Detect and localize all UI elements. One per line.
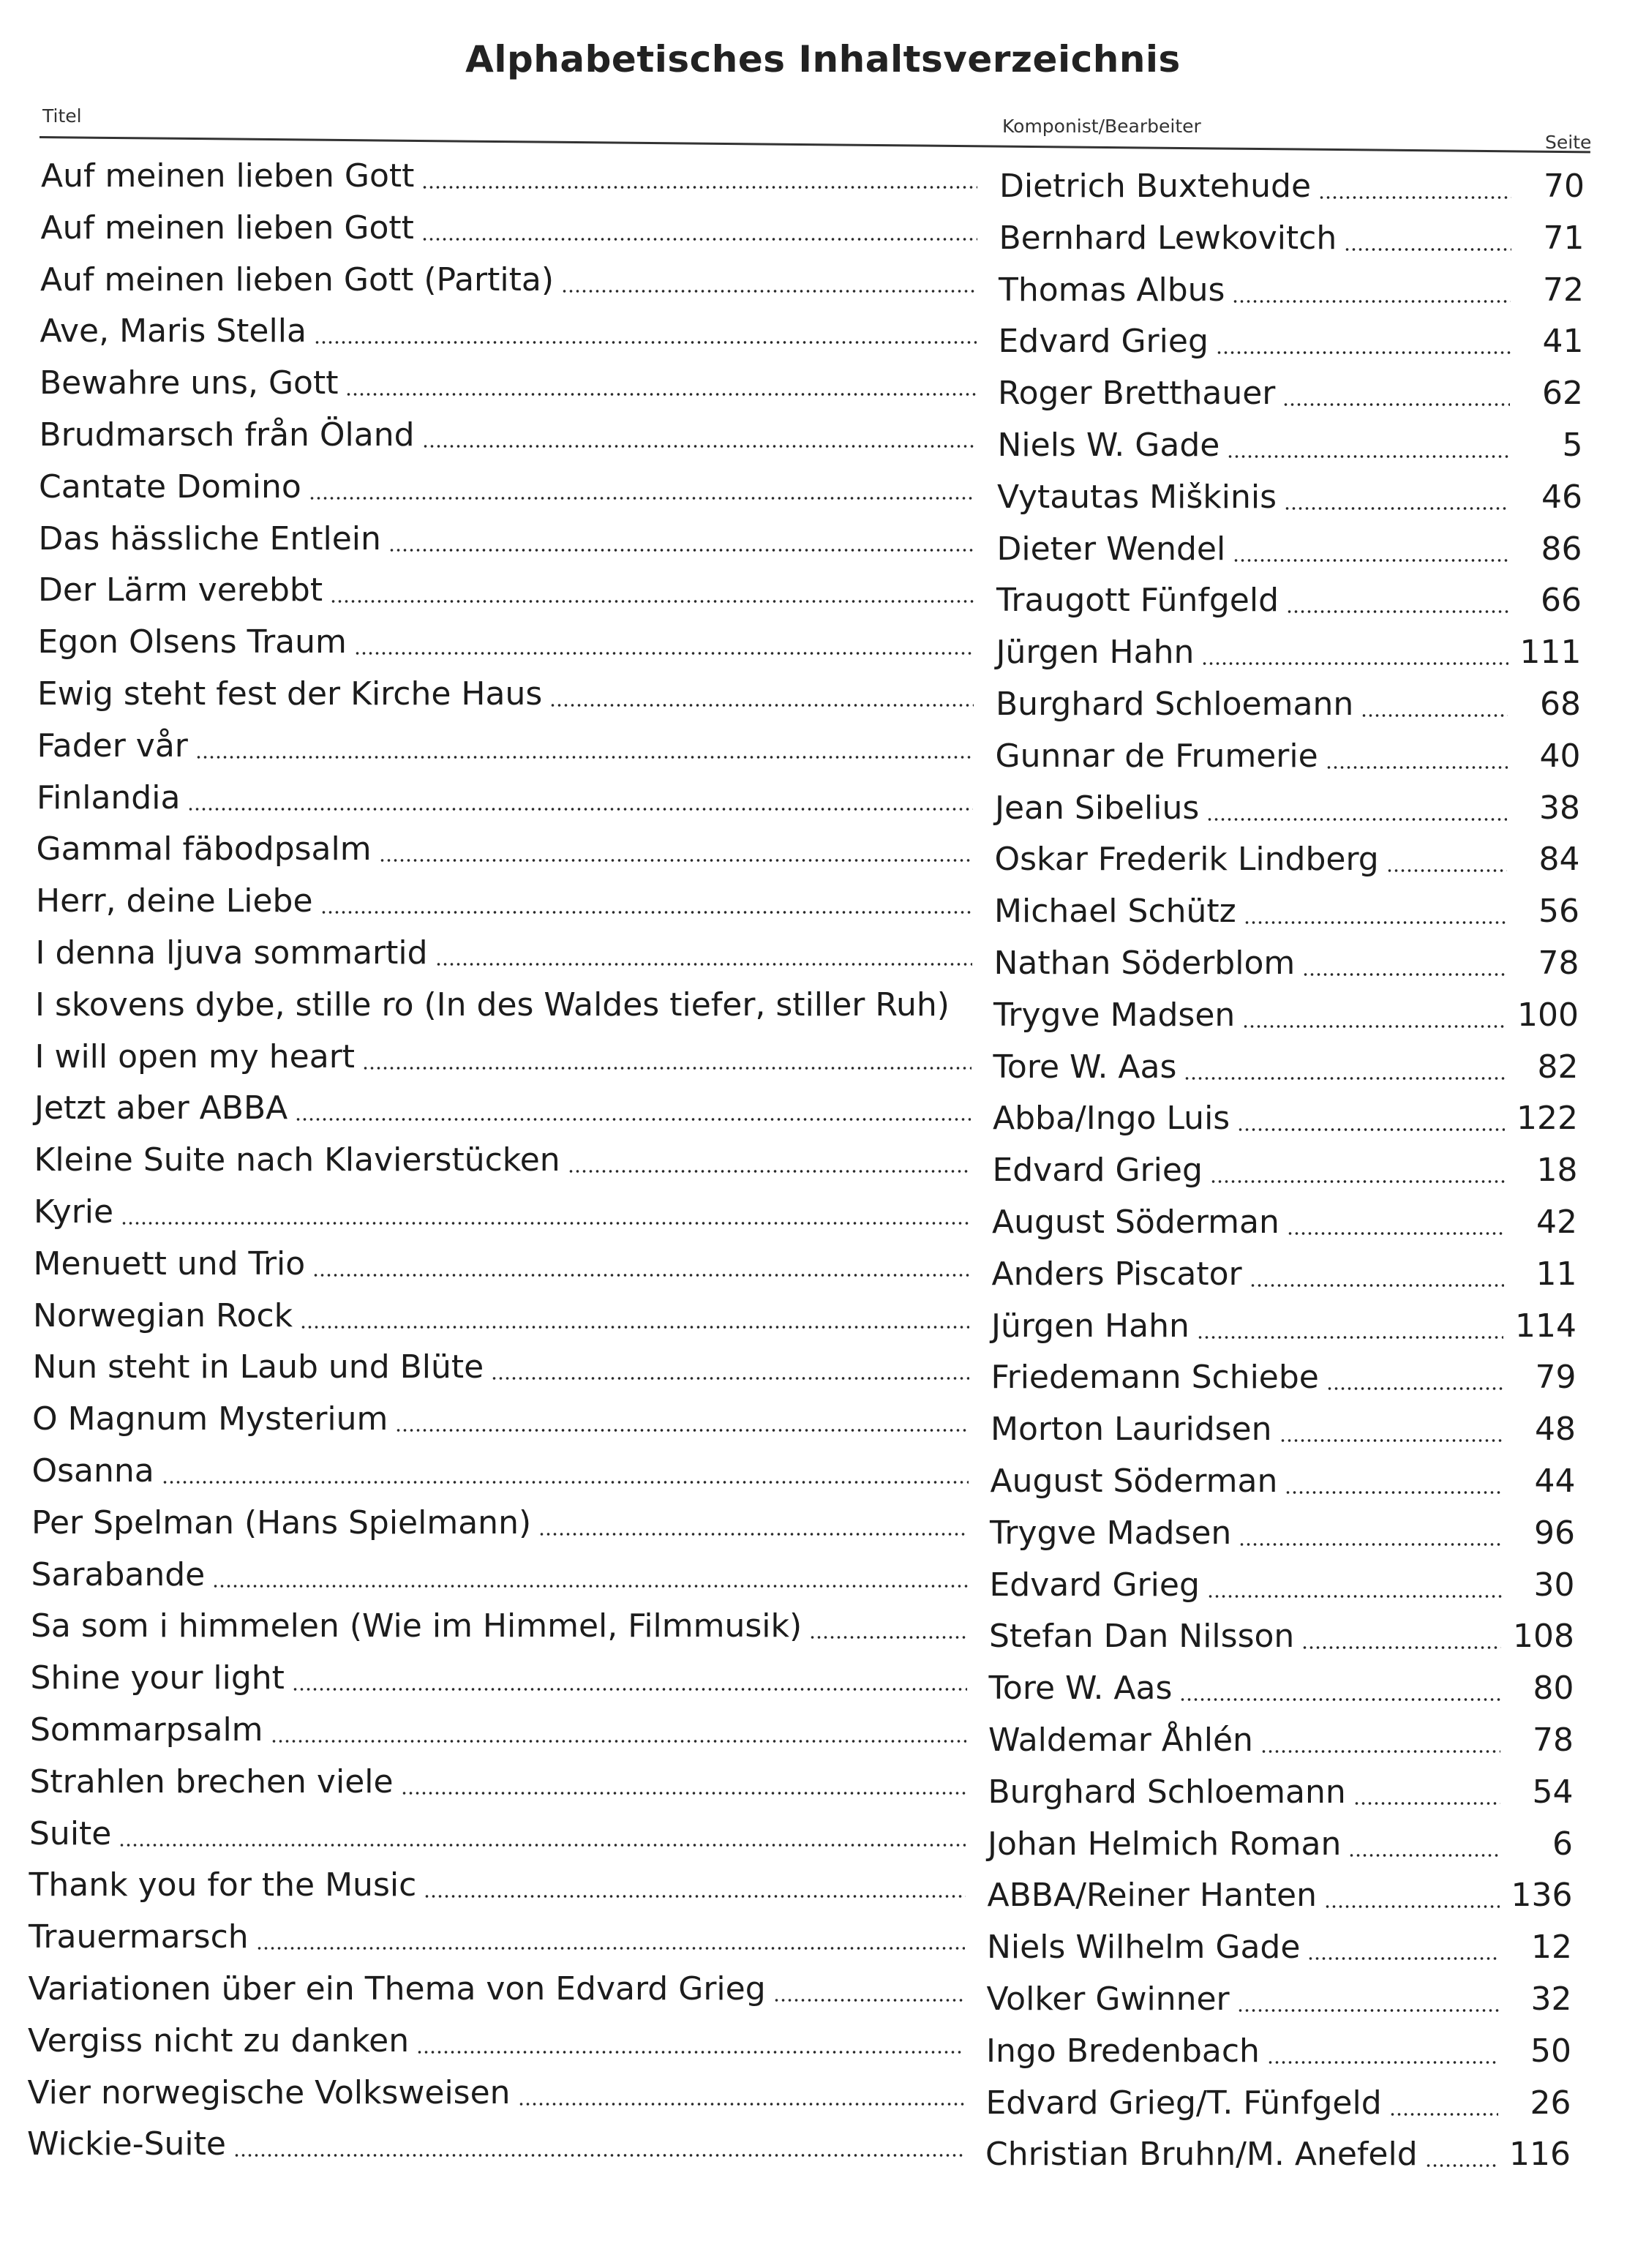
entry-title-column — [37, 669, 981, 720]
entry-title: Sarabande — [31, 1555, 206, 1593]
entry-title-column — [29, 1964, 972, 2015]
dot-leader — [491, 1342, 969, 1393]
entry-page-number: 48 — [1535, 1411, 1576, 1449]
entry-title-column — [41, 151, 985, 202]
entry-page-number: 42 — [1536, 1204, 1577, 1241]
index-entry — [27, 2068, 1586, 2122]
entry-page-number: 71 — [1543, 219, 1585, 257]
entry-composer: Waldemar Åhlén — [988, 1721, 1253, 1759]
index-entry — [29, 1860, 1587, 1915]
dot-leader — [309, 462, 975, 513]
dot-leader — [435, 928, 972, 979]
dot-leader — [212, 1550, 967, 1601]
entry-title: Strahlen brechen viele — [29, 1762, 394, 1800]
entry-composer: Jürgen Hahn — [991, 1307, 1190, 1345]
index-entry — [35, 980, 1593, 1034]
entry-composer: Ingo Bredenbach — [986, 2032, 1260, 2070]
index-entry — [34, 1135, 1593, 1190]
entry-page-number: 82 — [1537, 1048, 1579, 1086]
entry-page-number: 86 — [1541, 530, 1582, 568]
dot-leader — [312, 1239, 969, 1290]
index-entry — [27, 2119, 1585, 2174]
entry-title: Shine your light — [30, 1659, 285, 1697]
entry-page-number: 122 — [1517, 1100, 1578, 1138]
entry-title-column — [33, 1291, 977, 1342]
entry-page-number: 54 — [1532, 1773, 1574, 1811]
dot-leader — [295, 1083, 971, 1134]
entry-page-number: 12 — [1531, 1929, 1572, 1967]
entry-composer-column — [985, 2129, 1571, 2180]
entry-page-number: 26 — [1530, 2084, 1571, 2122]
entry-composer: Abba/Ingo Luis — [993, 1100, 1230, 1138]
dot-leader — [271, 1705, 966, 1756]
entry-composer: Niels Wilhelm Gade — [987, 1929, 1301, 1967]
index-entry — [32, 1342, 1591, 1397]
index-entry — [29, 1912, 1587, 1967]
entry-title-column — [34, 1187, 977, 1238]
entry-title-column — [35, 980, 979, 1031]
entry-title-column — [37, 773, 980, 824]
dot-leader — [1425, 2129, 1497, 2180]
entry-title: Sommarpsalm — [30, 1711, 263, 1749]
entry-page-number: 44 — [1534, 1462, 1576, 1500]
entry-composer: Edvard Grieg — [998, 323, 1209, 361]
entry-title: Gammal fäbodpsalm — [36, 830, 372, 868]
dot-leader — [388, 514, 975, 565]
dot-leader — [256, 1912, 965, 1963]
index-entry — [31, 1446, 1590, 1500]
entry-title-column — [38, 565, 982, 616]
entry-page-number: 108 — [1513, 1618, 1574, 1656]
dot-leader — [422, 410, 976, 461]
entry-composer: Edvard Grieg/T. Fünfgeld — [985, 2084, 1382, 2122]
index-entry — [39, 462, 1597, 516]
column-header-title: Titel — [42, 105, 82, 127]
entry-title-column — [32, 1446, 976, 1497]
entry-title: Ave, Maris Stella — [40, 312, 307, 350]
column-header-composer: Komponist/Bearbeiter — [1002, 116, 1201, 137]
entry-composer: Gunnar de Frumerie — [995, 737, 1318, 775]
entry-page-number: 84 — [1538, 841, 1580, 879]
entry-title: Brudmarsch från Öland — [39, 416, 415, 454]
dot-leader — [401, 1757, 966, 1808]
entry-title: Per Spelman (Hans Spielmann) — [31, 1503, 532, 1542]
index-entry — [34, 1032, 1593, 1086]
entry-title-column — [33, 1342, 977, 1393]
entry-title-column — [40, 306, 984, 357]
entry-composer: Traugott Fünfgeld — [996, 582, 1279, 620]
index-entry — [38, 565, 1596, 620]
entry-title-column — [32, 1394, 976, 1445]
entry-title: Wickie-Suite — [27, 2125, 226, 2163]
entry-composer: Christian Bruhn/M. Anefeld — [985, 2136, 1418, 2174]
entry-composer: Vytautas Miškinis — [997, 478, 1277, 516]
entry-title-column — [38, 617, 982, 668]
entry-page-number: 6 — [1552, 1825, 1573, 1863]
entry-title: Egon Olsens Traum — [37, 623, 347, 661]
entry-page-number: 66 — [1541, 582, 1582, 620]
entry-composer: Bernhard Lewkovitch — [999, 219, 1337, 257]
index-entry — [41, 151, 1599, 205]
dot-leader — [538, 1498, 968, 1549]
entry-composer: Trygve Madsen — [993, 996, 1236, 1034]
entry-title-column — [27, 2119, 971, 2170]
entry-title-column — [34, 1135, 978, 1186]
entry-composer: Dieter Wendel — [996, 530, 1226, 568]
dot-leader — [379, 824, 973, 875]
dot-leader — [809, 1601, 967, 1652]
entry-title-column — [41, 203, 985, 254]
dot-leader — [773, 1964, 965, 2015]
entry-title-column — [34, 1083, 978, 1134]
entry-composer: Jürgen Hahn — [996, 634, 1195, 672]
entry-page-number: 136 — [1511, 1877, 1573, 1915]
entry-composer: Niels W. Gade — [997, 427, 1220, 464]
entry-page-number: 46 — [1541, 478, 1582, 516]
entry-title-column — [29, 1912, 972, 1963]
index-entry — [30, 1653, 1589, 1708]
index-entry — [37, 773, 1595, 827]
index-entry — [33, 1239, 1592, 1293]
entry-page-number: 56 — [1538, 893, 1579, 931]
dot-leader — [354, 617, 974, 668]
index-entry — [38, 514, 1597, 568]
dot-leader — [119, 1809, 966, 1860]
entry-title-column — [40, 255, 984, 306]
entry-title: Herr, deine Liebe — [36, 882, 313, 920]
entry-composer: Dietrich Buxtehude — [999, 168, 1312, 205]
entry-page-number: 114 — [1515, 1307, 1577, 1345]
entry-title: Finlandia — [37, 778, 181, 816]
index-entry — [31, 1498, 1590, 1552]
entry-title: I will open my heart — [34, 1037, 356, 1075]
entry-composer: Johan Helmich Roman — [988, 1825, 1342, 1863]
dot-leader — [300, 1291, 969, 1342]
entry-title-column — [31, 1653, 974, 1704]
entry-page-number: 5 — [1562, 427, 1583, 464]
entry-composer: August Söderman — [990, 1462, 1278, 1500]
entry-composer: ABBA/Reiner Hanten — [987, 1877, 1317, 1915]
entry-title: Bewahre uns, Gott — [40, 364, 339, 402]
entry-title-column — [36, 928, 980, 979]
entry-page-number: 30 — [1533, 1566, 1575, 1604]
dot-leader — [345, 358, 976, 409]
entry-composer: August Söderman — [992, 1204, 1279, 1241]
entry-title-column — [37, 721, 981, 772]
dot-leader — [549, 669, 974, 720]
entry-page-number: 72 — [1543, 271, 1584, 309]
index-entry — [32, 1394, 1590, 1449]
entry-composer: Michael Schütz — [994, 893, 1236, 931]
entry-composer: Edvard Grieg — [989, 1566, 1200, 1604]
entry-page-number: 62 — [1542, 375, 1583, 413]
entry-composer: Edvard Grieg — [992, 1152, 1203, 1190]
dot-leader — [233, 2119, 963, 2170]
entry-title: I denna ljuva sommartid — [35, 934, 428, 972]
entry-page-number: 41 — [1542, 323, 1584, 361]
entry-page-number: 100 — [1517, 996, 1579, 1034]
entry-title: Vergiss nicht zu danken — [28, 2021, 410, 2059]
dot-leader — [195, 721, 974, 772]
index-entry — [29, 1809, 1587, 1863]
entry-composer: Nathan Söderblom — [993, 945, 1296, 982]
index-entry — [34, 1187, 1592, 1241]
entry-composer: Tore W. Aas — [988, 1670, 1173, 1708]
entry-composer: Anders Piscator — [991, 1255, 1242, 1293]
entry-title: Kyrie — [34, 1193, 114, 1231]
entry-title: Auf meinen lieben Gott — [41, 157, 415, 195]
dot-leader — [518, 2068, 964, 2119]
entry-page-number: 32 — [1530, 1980, 1572, 2018]
index-entry — [31, 1550, 1590, 1604]
entry-title: Variationen über ein Thema von Edvard Grieg — [28, 1970, 766, 2008]
entry-title: Suite — [29, 1814, 112, 1852]
entry-title: Menuett und Trio — [33, 1244, 306, 1283]
entry-title: Trauermarsch — [29, 1918, 249, 1956]
dot-leader — [421, 203, 977, 254]
entry-page-number: 111 — [1519, 634, 1582, 672]
entry-title: Auf meinen lieben Gott — [40, 209, 414, 247]
entry-page-number: 68 — [1540, 686, 1581, 723]
index-entry — [39, 410, 1598, 464]
entry-title-column — [34, 1239, 977, 1290]
entry-composer: Volker Gwinner — [986, 1980, 1230, 2018]
entry-page-number: 78 — [1538, 945, 1579, 982]
entry-page-number: 38 — [1539, 789, 1580, 827]
dot-leader — [292, 1653, 967, 1704]
entry-title: Thank you for the Music — [29, 1866, 417, 1904]
entry-title-column — [40, 358, 983, 409]
index-entry — [36, 824, 1595, 879]
dot-leader — [320, 876, 972, 927]
dot-leader — [314, 306, 977, 357]
entry-composer: Burghard Schloemann — [996, 686, 1354, 723]
index-entry — [37, 721, 1596, 775]
entry-composer: Friedemann Schiebe — [991, 1359, 1319, 1397]
index-entry — [40, 358, 1598, 413]
entry-page-number: 116 — [1509, 2136, 1571, 2174]
dot-leader — [330, 565, 974, 616]
entry-composer: Stefan Dan Nilsson — [989, 1618, 1295, 1656]
dot-leader — [395, 1394, 969, 1445]
entry-title: O Magnum Mysterium — [32, 1400, 388, 1438]
entry-page-number: 70 — [1544, 168, 1585, 205]
index-entry — [28, 1964, 1587, 2018]
entry-title: Cantate Domino — [39, 468, 301, 506]
index-entry — [33, 1291, 1591, 1345]
index-entry — [40, 255, 1598, 309]
entry-title-column — [29, 1809, 973, 1860]
entry-page-number: 11 — [1536, 1255, 1577, 1293]
entry-title-column — [30, 1757, 974, 1808]
index-entry — [34, 1083, 1593, 1138]
entry-composer: Burghard Schloemann — [988, 1773, 1346, 1811]
index-entry — [28, 2016, 1586, 2070]
entry-title: Der Lärm verebbt — [38, 571, 323, 609]
dot-leader — [416, 2016, 964, 2067]
entry-title-column — [39, 514, 982, 565]
entry-title-column — [28, 2068, 972, 2119]
entry-title: Norwegian Rock — [33, 1296, 293, 1334]
entry-page-number: 79 — [1535, 1359, 1577, 1397]
dot-leader — [421, 151, 977, 202]
dot-leader — [362, 1032, 971, 1083]
index-entry — [36, 876, 1594, 931]
entry-title-column — [31, 1601, 974, 1652]
dot-leader — [187, 773, 973, 824]
index-entry — [31, 1601, 1589, 1656]
dot-leader — [561, 255, 977, 306]
entry-composer: Morton Lauridsen — [991, 1411, 1272, 1449]
entry-title-column — [40, 410, 983, 461]
entry-composer: Oskar Frederik Lindberg — [994, 841, 1379, 879]
index-entry — [29, 1757, 1588, 1811]
page-title: Alphabetisches Inhaltsverzeichnis — [465, 38, 1181, 80]
index-entry — [40, 203, 1599, 257]
entry-title: Nun steht in Laub und Blüte — [32, 1348, 484, 1386]
entry-title: Ewig steht fest der Kirche Haus — [37, 675, 543, 713]
entry-title: Vier norwegische Volksweisen — [27, 2073, 511, 2111]
entry-title-column — [31, 1550, 975, 1601]
entry-page-number: 18 — [1536, 1152, 1578, 1190]
entry-page-number: 78 — [1533, 1721, 1574, 1759]
index-entry — [37, 617, 1596, 672]
dot-leader — [424, 1860, 965, 1911]
entry-title: Sa som i himmelen (Wie im Himmel, Filmmusik) — [31, 1607, 803, 1645]
entry-page-number: 96 — [1534, 1514, 1575, 1552]
entry-composer: Roger Bretthauer — [998, 375, 1276, 413]
entry-page-number: 80 — [1533, 1670, 1574, 1708]
dot-leader — [121, 1187, 970, 1238]
index-entry — [30, 1705, 1588, 1759]
entry-title: Osanna — [31, 1452, 154, 1490]
entry-page-number: 40 — [1539, 737, 1581, 775]
entry-title-column — [36, 876, 980, 927]
entry-title-column — [28, 2016, 972, 2067]
column-header-page: Seite — [1545, 132, 1592, 153]
entry-title: Fader vår — [37, 726, 188, 765]
entry-title: Auf meinen lieben Gott (Partita) — [40, 260, 554, 298]
dot-leader — [162, 1446, 969, 1497]
entry-title: Kleine Suite nach Klavierstücken — [34, 1141, 560, 1179]
entry-title: I skovens dybe, stille ro (In des Waldes tiefer, stiller Ruh) — [35, 985, 950, 1024]
entry-title-column — [35, 1032, 979, 1083]
entry-title-column — [39, 462, 982, 513]
dot-leader — [568, 1135, 971, 1186]
entry-title-column — [37, 824, 980, 875]
entry-title-column — [30, 1705, 974, 1756]
entry-title: Das hässliche Entlein — [38, 519, 381, 557]
entry-title-column — [29, 1860, 973, 1911]
entry-composer: Jean Sibelius — [995, 789, 1200, 827]
entry-title-column — [31, 1498, 975, 1549]
entry-page-number: 50 — [1530, 2032, 1571, 2070]
entry-composer: Tore W. Aas — [993, 1048, 1177, 1086]
index-entry — [40, 306, 1598, 361]
entry-composer: Thomas Albus — [999, 271, 1225, 309]
index-entry — [37, 669, 1596, 723]
entry-composer: Trygve Madsen — [990, 1514, 1232, 1552]
entry-title: Jetzt aber ABBA — [34, 1089, 288, 1127]
index-entry — [35, 928, 1594, 982]
